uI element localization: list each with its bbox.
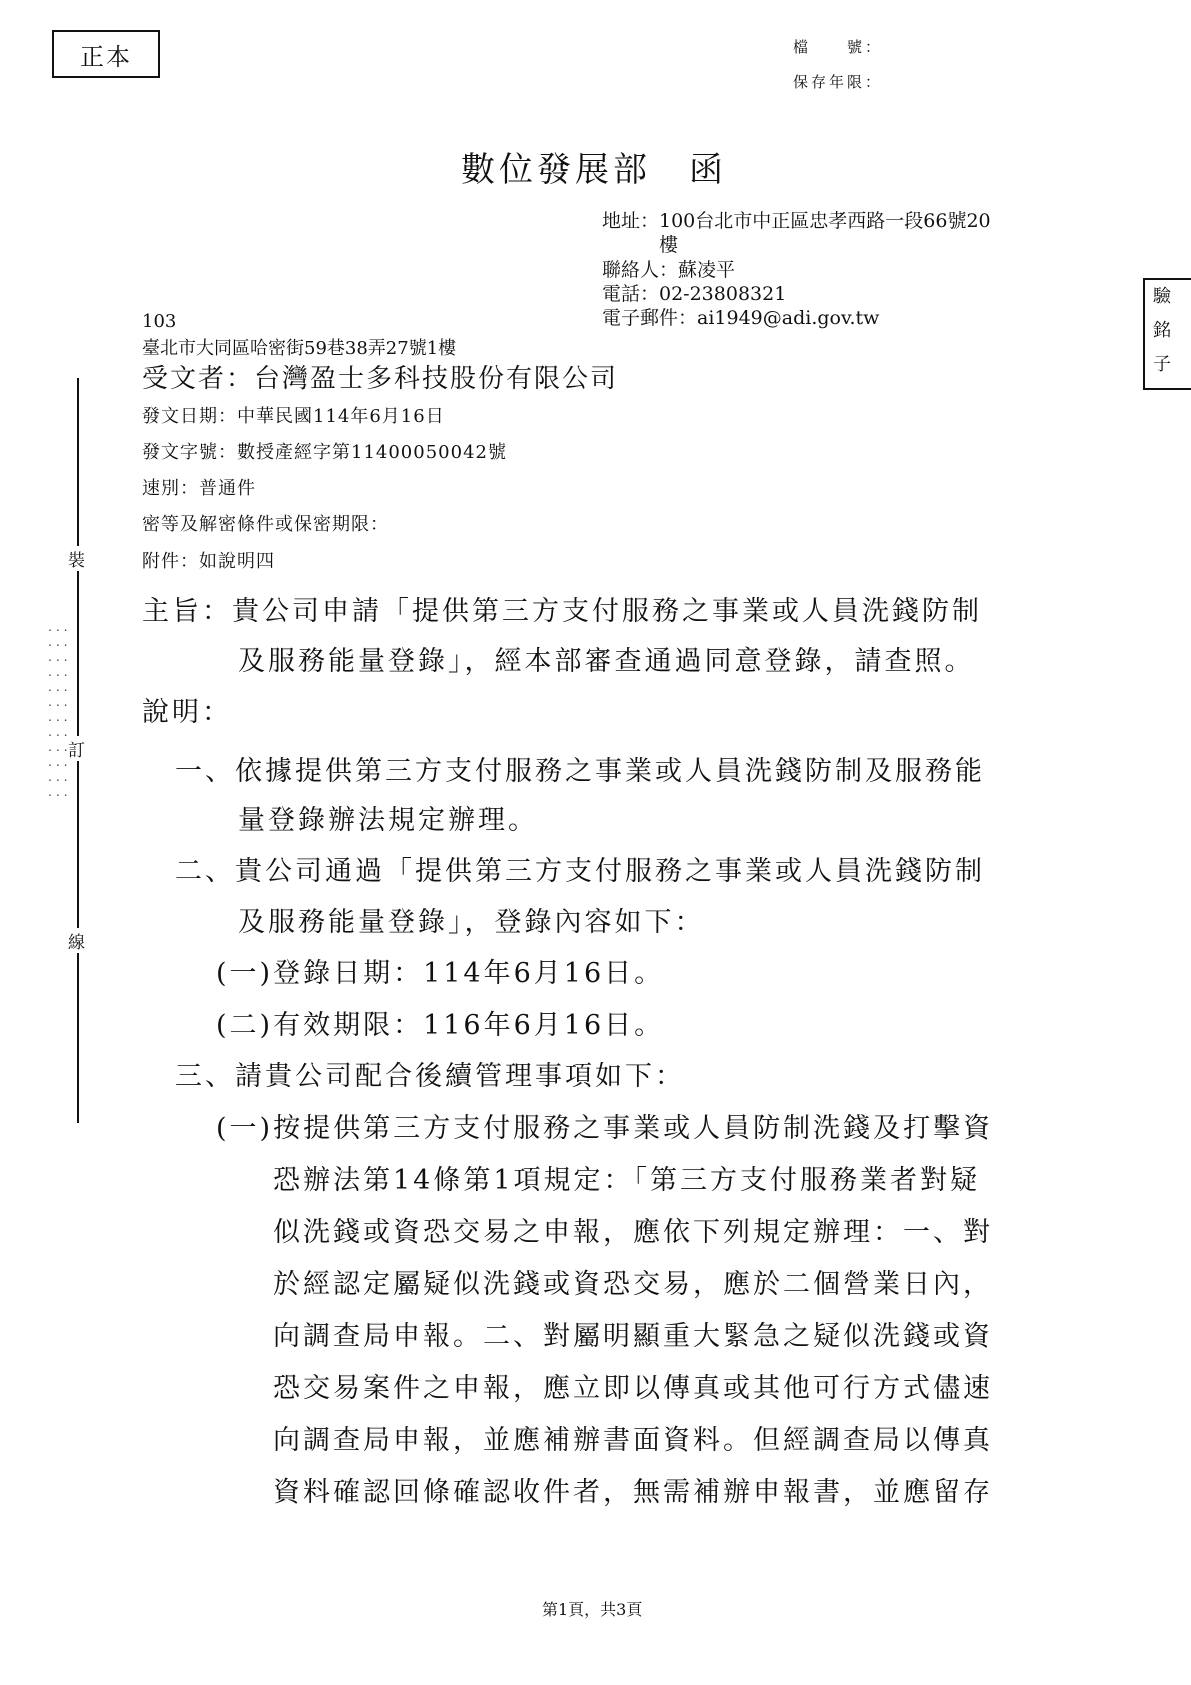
item-2-sub-a: (一)登錄日期：114年6月16日。: [216, 958, 665, 989]
issue-number: 發文字號：數授產經字第11400050042號: [142, 442, 507, 463]
contact-person: 聯絡人：蘇凌平: [602, 259, 736, 281]
contact-email: 電子郵件：ai1949@adi.gov.tw: [602, 307, 880, 329]
original-copy-stamp: 正本: [52, 30, 160, 78]
side-seal-stamp: [1143, 278, 1191, 390]
recipient: 受文者：台灣盈士多科技股份有限公司: [142, 364, 619, 394]
side-seal-char: 驗: [1153, 286, 1171, 307]
item-3-sub-a-line-7: 向調查局申報，並應補辦書面資料。但經調查局以傳真: [273, 1425, 993, 1456]
issue-date: 發文日期：中華民國114年6月16日: [142, 406, 445, 427]
item-3-line: 三、請貴公司配合後續管理事項如下：: [175, 1061, 685, 1092]
side-seal-char: 子: [1153, 354, 1171, 375]
item-2-line-1: 二、貴公司通過「提供第三方支付服務之事業或人員洗錢防制: [175, 856, 985, 887]
item-3-sub-a-line-6: 恐交易案件之申報，應立即以傳真或其他可行方式儘速: [273, 1373, 993, 1404]
item-2-line-2: 及服務能量登錄」，登錄內容如下：: [238, 907, 705, 938]
postal-code: 103: [142, 311, 177, 332]
explanation-label: 說明：: [142, 697, 232, 728]
binding-label-bottom: 線: [68, 928, 85, 953]
subject-line-2: 及服務能量登錄」，經本部審查通過同意登錄，請查照。: [238, 646, 975, 677]
file-number-label: 檔 號：: [793, 38, 884, 56]
document-title: 數位發展部 函: [461, 150, 727, 190]
item-2-sub-b: (二)有效期限：116年6月16日。: [216, 1010, 665, 1041]
item-1-line-1: 一、依據提供第三方支付服務之事業或人員洗錢防制及服務能: [175, 756, 985, 787]
retention-period-label: 保存年限：: [793, 73, 884, 91]
page-number: 第1頁，共3頁: [542, 1600, 643, 1619]
binding-label-mid: 訂: [68, 736, 85, 761]
speed-category: 速別：普通件: [142, 478, 256, 499]
binding-perforation-dots: ․ ․ ․ ․ ․ ․ ․ ․ ․ ․ ․ ․ ․ ․ ․ ․ ․ ․ ․ ․ ․ ․ ․ ․ ․ ․ ․ ․ ․ ․ ․ ․ ․ ․ ․ ․: [48, 620, 68, 799]
item-3-sub-a-line-2: 恐辦法第14條第1項規定：「第三方支付服務業者對疑: [273, 1165, 981, 1196]
side-seal-char: 銘: [1153, 320, 1171, 341]
binding-label-top: 裝: [68, 546, 85, 571]
item-3-sub-a-line-8: 資料確認回條確認收件者，無需補辦申報書，並應留存: [273, 1477, 993, 1508]
item-1-line-2: 量登錄辦法規定辦理。: [238, 805, 538, 836]
subject-line-1: 主旨：貴公司申請「提供第三方支付服務之事業或人員洗錢防制: [142, 596, 982, 627]
contact-phone: 電話：02-23808321: [602, 283, 787, 305]
recipient-address: 臺北市大同區哈密街59巷38弄27號1樓: [142, 338, 457, 359]
item-3-sub-a-line-3: 似洗錢或資恐交易之申報，應依下列規定辦理：一、對: [273, 1217, 993, 1248]
secrecy-level: 密等及解密條件或保密期限：: [142, 514, 389, 535]
item-3-sub-a-line-4: 於經認定屬疑似洗錢或資恐交易，應於二個營業日內，: [273, 1269, 993, 1300]
item-3-sub-a-line-1: (一)按提供第三方支付服務之事業或人員防制洗錢及打擊資: [216, 1113, 994, 1144]
address-line-2: 樓: [659, 234, 679, 256]
address-line-1: 地址：100台北市中正區忠孝西路一段66號20: [602, 210, 991, 232]
item-3-sub-a-line-5: 向調查局申報。二、對屬明顯重大緊急之疑似洗錢或資: [273, 1321, 993, 1352]
attachment: 附件：如說明四: [142, 551, 275, 572]
